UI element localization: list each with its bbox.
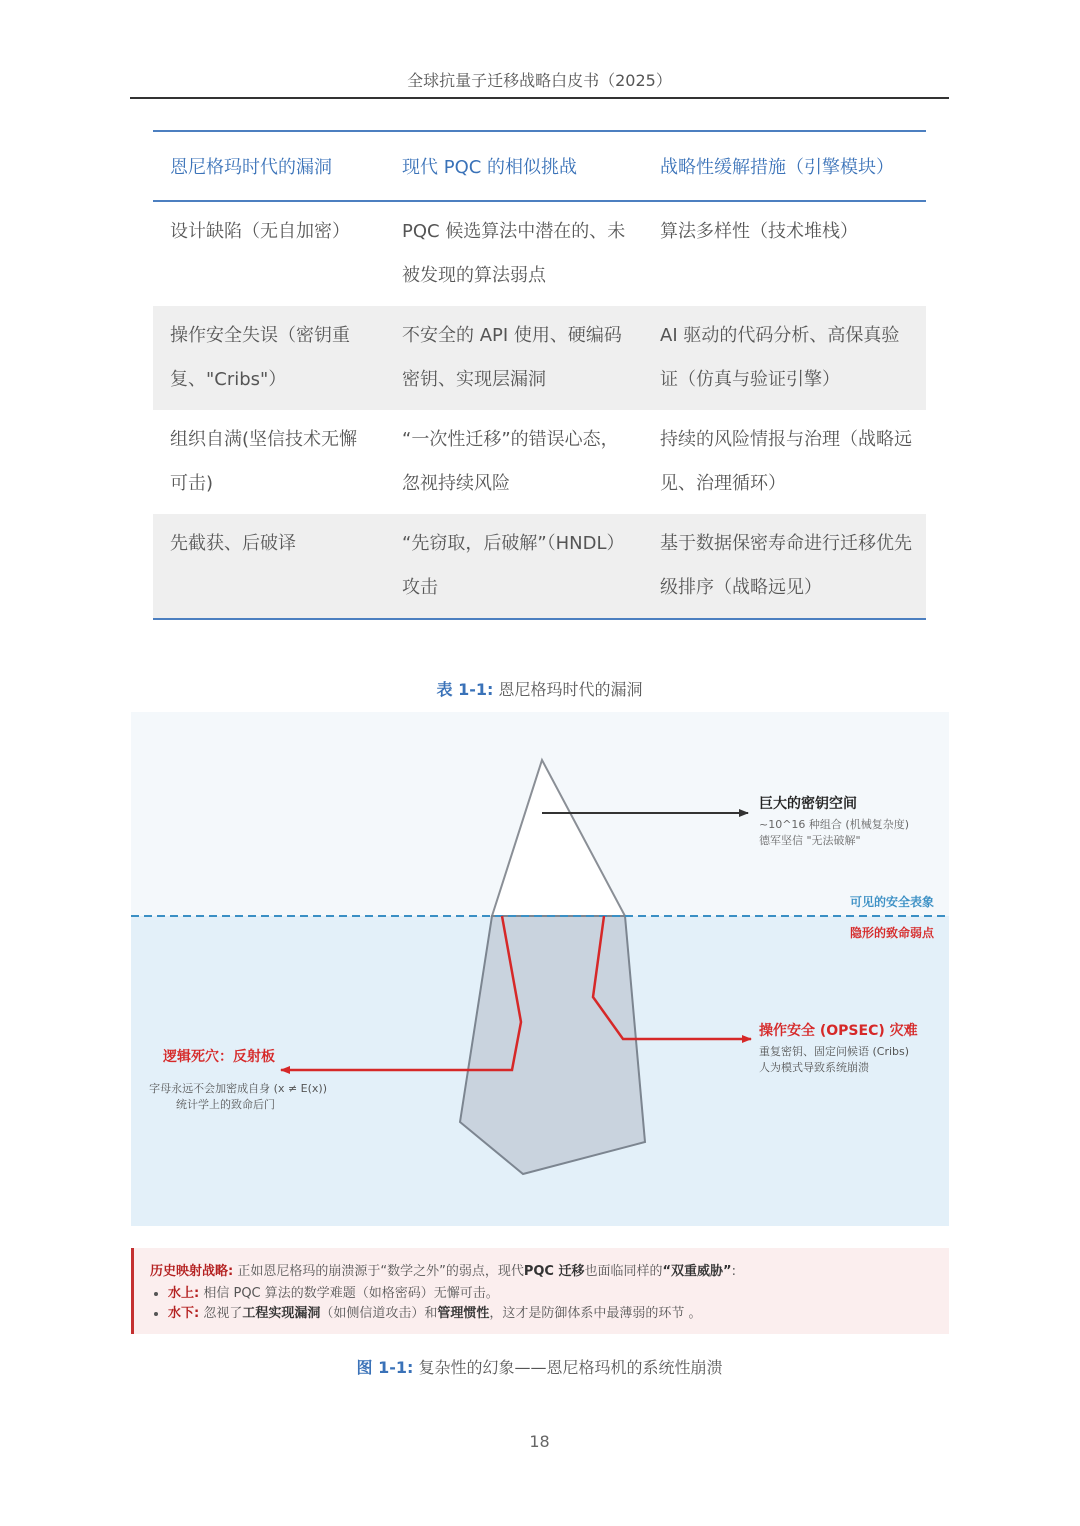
note-lead-line bbox=[150, 1262, 949, 1282]
table-cell: 持续的风险情报与治理（战略远见、治理循环） bbox=[660, 429, 912, 494]
table-cell: PQC 候选算法中潜在的、未被发现的算法弱点 bbox=[402, 221, 626, 286]
hidden-label: 隐形的致命弱点 bbox=[849, 926, 934, 940]
iceberg-figure bbox=[131, 712, 949, 1226]
figure-caption-text: 复杂性的幻象——恩尼格玛机的系统性崩溃 bbox=[418, 1358, 723, 1377]
note-strong: 管理惯性 bbox=[437, 1306, 490, 1321]
table-caption-label: 表 1-1: bbox=[436, 680, 494, 699]
vulnerability-table bbox=[153, 130, 926, 620]
keyspace-title: 巨大的密钥空间 bbox=[759, 796, 857, 812]
logic-line1: 字母永远不会加密成自身 (x ≠ E(x)) bbox=[149, 1082, 327, 1095]
opsec-line1: 重复密钥、固定问候语 (Cribs) bbox=[759, 1045, 910, 1058]
table-header-cell: 现代 PQC 的相似挑战 bbox=[385, 131, 643, 201]
page-number: 18 bbox=[529, 1432, 550, 1451]
figure-caption-label: 图 1-1: bbox=[356, 1358, 414, 1377]
visible-label: 可见的安全表象 bbox=[849, 895, 934, 909]
note-text: 也面临同样的 bbox=[584, 1264, 663, 1279]
logic-title: 逻辑死穴：反射板 bbox=[163, 1049, 275, 1065]
table-cell: 组织自满(坚信技术无懈可击) bbox=[170, 429, 358, 494]
note-bullet bbox=[168, 1284, 949, 1304]
note-bullet-label: 水上: bbox=[168, 1286, 200, 1301]
opsec-line2: 人为模式导致系统崩溃 bbox=[759, 1061, 869, 1074]
table-header-cell: 战略性缓解措施（引擎模块） bbox=[643, 131, 926, 201]
note-text: 正如恩尼格玛的崩溃源于“数学之外”的弱点，现代 bbox=[237, 1264, 524, 1279]
table-caption-text: 恩尼格玛时代的漏洞 bbox=[498, 680, 643, 699]
opsec-title: 操作安全 (OPSEC) 灾难 bbox=[759, 1023, 918, 1039]
table-cell: 设计缺陷（无自加密） bbox=[170, 221, 350, 242]
table-cell: “先窃取，后破解”（HNDL）攻击 bbox=[385, 514, 643, 619]
header-rule bbox=[130, 97, 949, 99]
table-cell: 操作安全失误（密钥重复、"Cribs"） bbox=[153, 306, 385, 410]
note-bullet bbox=[168, 1304, 949, 1324]
note-dual: “双重威胁” bbox=[662, 1264, 732, 1279]
note-lead: 历史映射战略: bbox=[150, 1264, 234, 1279]
figure-caption bbox=[130, 1355, 949, 1378]
iceberg-base bbox=[460, 916, 645, 1174]
keyspace-line1: ~10^16 种组合 (机械复杂度) bbox=[759, 818, 910, 831]
running-header: 全球抗量子迁移战略白皮书（2025） bbox=[407, 71, 672, 90]
table-cell: 基于数据保密寿命进行迁移优先级排序（战略远见） bbox=[643, 514, 926, 619]
table-row bbox=[153, 306, 926, 410]
strategy-note bbox=[131, 1248, 949, 1334]
table-row bbox=[153, 201, 926, 306]
table-header-row bbox=[153, 131, 926, 201]
note-strong: 工程实现漏洞 bbox=[242, 1306, 321, 1321]
note-pqc: PQC 迁移 bbox=[523, 1264, 585, 1279]
table-caption bbox=[130, 677, 949, 700]
table-cell: AI 驱动的代码分析、高保真验证（仿真与验证引擎） bbox=[643, 306, 926, 410]
note-bullet-text: （如侧信道攻击）和 bbox=[320, 1306, 438, 1321]
table-cell: 不安全的 API 使用、硬编码密钥、实现层漏洞 bbox=[385, 306, 643, 410]
table-row bbox=[153, 410, 926, 514]
logic-line2: 统计学上的致命后门 bbox=[176, 1098, 275, 1111]
table-cell: 算法多样性（技术堆栈） bbox=[660, 221, 858, 242]
note-bullet-text: ，这才是防御体系中最薄弱的环节 。 bbox=[489, 1306, 702, 1321]
note-bullet-text: 相信 PQC 算法的数学难题（如格密码）无懈可击。 bbox=[203, 1286, 499, 1301]
table-header-cell: 恩尼格玛时代的漏洞 bbox=[153, 131, 385, 201]
note-bullet-label: 水下: bbox=[168, 1306, 200, 1321]
table-row bbox=[153, 514, 926, 619]
note-bullet-text: 忽视了 bbox=[203, 1306, 243, 1321]
keyspace-line2: 德军坚信 "无法破解" bbox=[759, 834, 861, 847]
table-cell: “一次性迁移”的错误心态，忽视持续风险 bbox=[402, 429, 619, 494]
table-cell: 先截获、后破译 bbox=[153, 514, 385, 619]
note-bullets bbox=[150, 1284, 949, 1324]
note-text: : bbox=[731, 1264, 736, 1279]
